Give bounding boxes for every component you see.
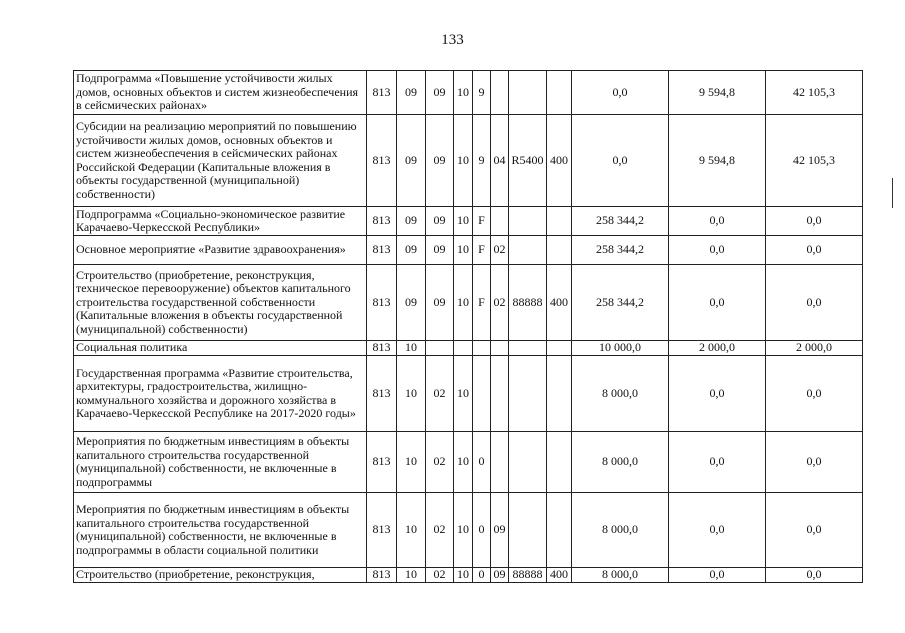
subsection-code: 09	[426, 71, 454, 115]
line-item-name: Основное мероприятие «Развитие здравоохранения»	[74, 236, 367, 265]
section-code: 10	[397, 341, 426, 356]
administrator-code: 813	[367, 71, 397, 115]
expense-type-code	[547, 432, 572, 493]
table-row	[74, 265, 863, 341]
target-article-subprogram: 9	[473, 71, 491, 115]
amount-year-2: 0,0	[669, 265, 766, 341]
subsection-code: 09	[426, 207, 454, 236]
target-article-direction: 88888	[509, 568, 547, 583]
section-code: 09	[397, 71, 426, 115]
target-article-program: 10	[454, 493, 473, 568]
target-article-measure	[491, 432, 509, 493]
amount-year-3: 42 105,3	[766, 115, 863, 207]
administrator-code: 813	[367, 356, 397, 432]
section-code: 10	[397, 493, 426, 568]
amount-year-2: 0,0	[669, 432, 766, 493]
amount-year-2: 9 594,8	[669, 71, 766, 115]
administrator-code: 813	[367, 568, 397, 583]
amount-year-3: 0,0	[766, 356, 863, 432]
subsection-code: 02	[426, 432, 454, 493]
expense-type-code	[547, 71, 572, 115]
section-code: 09	[397, 265, 426, 341]
subsection-code: 09	[426, 236, 454, 265]
subsection-code: 02	[426, 493, 454, 568]
amount-year-1: 258 344,2	[572, 236, 669, 265]
amount-year-3: 0,0	[766, 432, 863, 493]
budget-table-body	[74, 71, 863, 583]
section-code: 10	[397, 568, 426, 583]
target-article-measure: 09	[491, 568, 509, 583]
target-article-program: 10	[454, 236, 473, 265]
line-item-name: Мероприятия по бюджетным инвестициям в объекты капитального строительства государственной (муниципальной) собственности, не включенные в подпрограммы в области социальной политики	[74, 493, 367, 568]
subsection-code: 02	[426, 568, 454, 583]
budget-table	[73, 70, 863, 583]
target-article-direction: R5400	[509, 115, 547, 207]
target-article-measure: 09	[491, 493, 509, 568]
expense-type-code	[547, 236, 572, 265]
target-article-subprogram: F	[473, 207, 491, 236]
target-article-program: 10	[454, 265, 473, 341]
target-article-subprogram: 9	[473, 115, 491, 207]
page-edge-mark	[892, 178, 898, 208]
amount-year-2: 2 000,0	[669, 341, 766, 356]
administrator-code: 813	[367, 493, 397, 568]
amount-year-3: 0,0	[766, 493, 863, 568]
subsection-code: 09	[426, 265, 454, 341]
target-article-subprogram	[473, 341, 491, 356]
subsection-code: 02	[426, 356, 454, 432]
amount-year-1: 258 344,2	[572, 207, 669, 236]
administrator-code: 813	[367, 207, 397, 236]
line-item-name: Социальная политика	[74, 341, 367, 356]
expense-type-code	[547, 341, 572, 356]
line-item-name: Государственная программа «Развитие строительства, архитектуры, градостроительства, жилищно-коммунального хозяйства и дорожного хозяйства в Карачаево-Черкесской Республике на 2017-2020 годы»	[74, 356, 367, 432]
line-item-name: Строительство (приобретение, реконструкция, техническое перевооружение) объектов капитального строительства государственной собственности (Капитальные вложения в объекты государственной (муниципальной) собственности)	[74, 265, 367, 341]
section-code: 10	[397, 356, 426, 432]
amount-year-3: 42 105,3	[766, 71, 863, 115]
table-row	[74, 207, 863, 236]
amount-year-2: 9 594,8	[669, 115, 766, 207]
target-article-program: 10	[454, 432, 473, 493]
amount-year-1: 8 000,0	[572, 356, 669, 432]
subsection-code: 09	[426, 115, 454, 207]
target-article-measure	[491, 356, 509, 432]
target-article-subprogram: 0	[473, 568, 491, 583]
table-row	[74, 432, 863, 493]
amount-year-2: 0,0	[669, 236, 766, 265]
line-item-name: Субсидии на реализацию мероприятий по повышению устойчивости жилых домов, основных объектов и систем жизнеобеспечения в сейсмических районах Российской Федерации (Капитальные вложения в объекты государственной (муниципальной) собственности)	[74, 115, 367, 207]
table-row	[74, 568, 863, 583]
expense-type-code: 400	[547, 265, 572, 341]
target-article-direction	[509, 236, 547, 265]
amount-year-3: 0,0	[766, 265, 863, 341]
amount-year-1: 258 344,2	[572, 265, 669, 341]
administrator-code: 813	[367, 115, 397, 207]
target-article-subprogram: F	[473, 236, 491, 265]
target-article-direction	[509, 341, 547, 356]
amount-year-1: 10 000,0	[572, 341, 669, 356]
target-article-program: 10	[454, 115, 473, 207]
amount-year-1: 0,0	[572, 115, 669, 207]
target-article-direction	[509, 493, 547, 568]
target-article-measure: 04	[491, 115, 509, 207]
section-code: 09	[397, 115, 426, 207]
target-article-program	[454, 341, 473, 356]
target-article-subprogram: F	[473, 265, 491, 341]
expense-type-code	[547, 493, 572, 568]
amount-year-1: 0,0	[572, 71, 669, 115]
target-article-program: 10	[454, 568, 473, 583]
target-article-measure	[491, 207, 509, 236]
amount-year-2: 0,0	[669, 568, 766, 583]
amount-year-2: 0,0	[669, 356, 766, 432]
target-article-subprogram: 0	[473, 493, 491, 568]
target-article-subprogram	[473, 356, 491, 432]
amount-year-2: 0,0	[669, 493, 766, 568]
target-article-measure: 02	[491, 265, 509, 341]
target-article-program: 10	[454, 71, 473, 115]
expense-type-code	[547, 356, 572, 432]
target-article-program: 10	[454, 356, 473, 432]
amount-year-3: 0,0	[766, 236, 863, 265]
amount-year-1: 8 000,0	[572, 568, 669, 583]
subsection-code	[426, 341, 454, 356]
administrator-code: 813	[367, 236, 397, 265]
amount-year-1: 8 000,0	[572, 432, 669, 493]
administrator-code: 813	[367, 432, 397, 493]
amount-year-2: 0,0	[669, 207, 766, 236]
amount-year-3: 0,0	[766, 568, 863, 583]
section-code: 09	[397, 207, 426, 236]
table-row	[74, 341, 863, 356]
line-item-name: Мероприятия по бюджетным инвестициям в объекты капитального строительства государственной (муниципальной) собственности, не включенные в подпрограммы	[74, 432, 367, 493]
amount-year-3: 0,0	[766, 207, 863, 236]
target-article-measure	[491, 341, 509, 356]
target-article-direction	[509, 207, 547, 236]
target-article-measure: 02	[491, 236, 509, 265]
target-article-program: 10	[454, 207, 473, 236]
expense-type-code: 400	[547, 115, 572, 207]
page-number: 133	[441, 32, 464, 48]
target-article-direction	[509, 432, 547, 493]
amount-year-1: 8 000,0	[572, 493, 669, 568]
target-article-direction	[509, 356, 547, 432]
target-article-direction: 88888	[509, 265, 547, 341]
section-code: 10	[397, 432, 426, 493]
line-item-name: Подпрограмма «Социально-экономическое развитие Карачаево-Черкесской Республики»	[74, 207, 367, 236]
expense-type-code: 400	[547, 568, 572, 583]
table-row	[74, 493, 863, 568]
table-row	[74, 356, 863, 432]
line-item-name: Строительство (приобретение, реконструкция,	[74, 568, 367, 583]
amount-year-3: 2 000,0	[766, 341, 863, 356]
administrator-code: 813	[367, 265, 397, 341]
target-article-measure	[491, 71, 509, 115]
table-row	[74, 236, 863, 265]
expense-type-code	[547, 207, 572, 236]
line-item-name: Подпрограмма «Повышение устойчивости жилых домов, основных объектов и систем жизнеобеспечения в сейсмических районах»	[74, 71, 367, 115]
table-row	[74, 115, 863, 207]
target-article-subprogram: 0	[473, 432, 491, 493]
section-code: 09	[397, 236, 426, 265]
table-row	[74, 71, 863, 115]
administrator-code: 813	[367, 341, 397, 356]
target-article-direction	[509, 71, 547, 115]
